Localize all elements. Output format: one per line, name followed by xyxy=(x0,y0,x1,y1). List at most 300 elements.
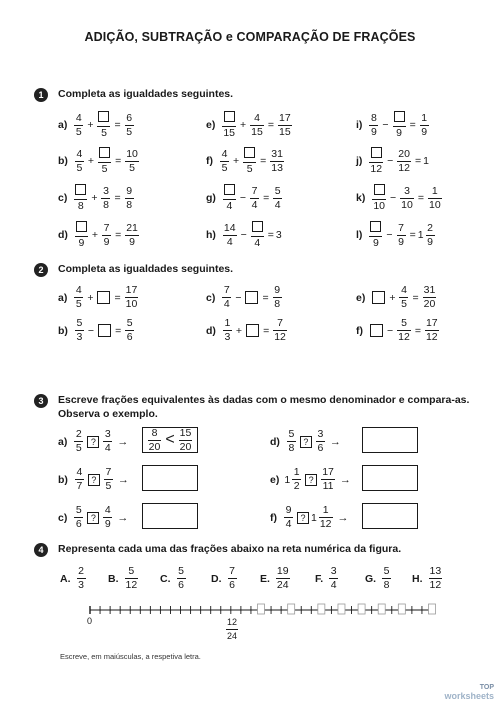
result-fraction xyxy=(273,318,287,343)
denominator: 9 xyxy=(373,237,379,249)
compare-d xyxy=(270,429,344,454)
equals-sign: = xyxy=(115,229,122,241)
fraction-item-E xyxy=(260,566,292,591)
fraction xyxy=(321,467,335,492)
section-3-number: 3 xyxy=(34,394,48,408)
mixed-whole: 1 xyxy=(284,473,291,486)
denominator: 4 xyxy=(104,442,111,454)
answer-box[interactable] xyxy=(370,324,383,337)
number-line xyxy=(80,596,440,646)
denominator: 2 xyxy=(293,480,300,492)
numerator: 5 xyxy=(274,184,281,197)
answer-box[interactable] xyxy=(362,503,418,529)
numerator: 5 xyxy=(178,565,184,577)
numerator: 5 xyxy=(128,565,135,577)
number-line-mark-label xyxy=(224,612,240,642)
denominator: 3 xyxy=(224,331,231,343)
equation-2-a xyxy=(58,285,140,310)
denominator: 6 xyxy=(75,518,82,530)
equals-sign: = xyxy=(115,324,122,337)
item-label: a) xyxy=(58,291,68,304)
denominator: 9 xyxy=(78,237,85,249)
fraction xyxy=(125,566,139,591)
denominator: 4 xyxy=(223,298,230,310)
numerator: 4 xyxy=(76,466,83,478)
denominator: 12 xyxy=(398,331,410,343)
numerator xyxy=(370,147,383,161)
fraction xyxy=(103,429,112,454)
denominator: 8 xyxy=(103,198,109,211)
fraction xyxy=(223,318,232,343)
numerator: 4 xyxy=(221,147,228,160)
denominator: 12 xyxy=(398,161,410,174)
denominator: 12 xyxy=(370,163,383,175)
fraction xyxy=(250,186,259,211)
result-fraction xyxy=(125,318,134,343)
denominator: 5 xyxy=(75,442,82,454)
item-label: d) xyxy=(270,435,280,448)
blank-box[interactable] xyxy=(76,221,87,232)
arrow-icon: → xyxy=(337,511,349,524)
numerator: 17 xyxy=(125,284,138,296)
numerator xyxy=(373,184,386,198)
blank-box[interactable] xyxy=(252,221,263,232)
equation-2-d xyxy=(206,318,289,343)
numerator: 4 xyxy=(75,111,82,124)
operator: − xyxy=(87,324,95,337)
numerator: 20 xyxy=(398,147,410,160)
numerator: 19 xyxy=(276,565,289,577)
numerator: 3 xyxy=(404,184,410,197)
fraction xyxy=(243,147,256,175)
numerator xyxy=(251,221,264,235)
numerator xyxy=(369,221,382,235)
operator: − xyxy=(390,192,397,204)
result-fraction xyxy=(125,285,139,310)
numerator: 7 xyxy=(229,565,235,577)
fraction-item-G xyxy=(365,566,393,591)
denominator: 5 xyxy=(129,161,135,174)
item-label: a) xyxy=(58,435,68,448)
comparison-box[interactable]: ? xyxy=(87,512,99,524)
numerator: 5 xyxy=(383,565,390,577)
operator: + xyxy=(91,192,98,204)
equation-j xyxy=(356,147,429,175)
denominator: 8 xyxy=(274,298,281,310)
blank-box[interactable] xyxy=(371,147,382,158)
denominator: 5 xyxy=(76,161,83,174)
denominator: 3 xyxy=(78,579,84,591)
example-answer-box xyxy=(142,427,198,453)
answer-slot[interactable] xyxy=(288,604,295,614)
comparison-box[interactable]: ? xyxy=(88,474,100,486)
denominator: 4 xyxy=(274,198,281,211)
numerator: 15 xyxy=(179,426,192,439)
item-label: c) xyxy=(206,291,216,304)
fraction xyxy=(369,221,382,249)
denominator: 5 xyxy=(75,125,82,138)
answer-slot[interactable] xyxy=(358,604,365,614)
numerator: 1 xyxy=(322,504,329,516)
answer-box[interactable] xyxy=(246,324,259,337)
logo xyxy=(424,683,494,701)
equation-c xyxy=(58,184,136,212)
answer-box[interactable] xyxy=(142,503,198,529)
numerator: 3 xyxy=(103,184,109,197)
denominator: 10 xyxy=(373,200,386,212)
denominator: 12 xyxy=(274,331,286,343)
blank-box[interactable] xyxy=(244,147,255,158)
numerator xyxy=(243,147,256,161)
equals-sign: = xyxy=(263,324,270,337)
operator: − xyxy=(239,192,247,204)
denominator: 4 xyxy=(226,235,233,248)
blank-box[interactable] xyxy=(370,221,381,232)
equals-sign: = xyxy=(114,119,121,131)
result-number: 3 xyxy=(275,229,282,241)
numerator: 7 xyxy=(105,466,112,478)
numerator: 6 xyxy=(126,111,133,124)
equals-sign: = xyxy=(409,119,416,131)
equation-a xyxy=(58,111,136,139)
denominator: 24 xyxy=(276,579,289,591)
numerator: 1 xyxy=(293,466,300,478)
equals-sign: = xyxy=(114,192,121,204)
equation-l xyxy=(356,221,437,249)
fraction xyxy=(400,186,414,211)
answer-box[interactable] xyxy=(372,291,385,304)
equals-sign: = xyxy=(262,291,269,304)
answer-slot[interactable] xyxy=(258,604,265,614)
item-label: b) xyxy=(58,155,68,167)
numerator: 4 xyxy=(75,284,82,296)
fraction-item-F xyxy=(315,566,340,591)
numerator: 2 xyxy=(427,221,433,234)
comparison-box[interactable]: ? xyxy=(87,436,99,448)
fraction xyxy=(222,285,231,310)
numerator xyxy=(223,184,236,198)
denominator: 9 xyxy=(129,235,135,248)
denominator: 9 xyxy=(427,235,433,248)
denominator: 10 xyxy=(429,198,441,211)
denominator: 20 xyxy=(179,440,192,453)
denominator: 5 xyxy=(75,298,82,310)
numerator: 17 xyxy=(322,466,334,478)
denominator: 9 xyxy=(103,235,110,248)
denominator: 5 xyxy=(126,125,133,138)
denominator: 8 xyxy=(288,442,295,454)
item-label: d) xyxy=(58,229,68,241)
mark-fraction: $\frac{12}{24}$ xyxy=(227,617,238,641)
item-label: k) xyxy=(356,192,366,204)
numerator: 4 xyxy=(76,147,83,160)
fraction xyxy=(75,221,88,249)
denominator: 4 xyxy=(330,579,337,591)
numerator: 5 xyxy=(126,317,133,329)
fraction xyxy=(177,566,186,591)
numerator: 7 xyxy=(223,284,230,296)
operator: − xyxy=(387,155,394,167)
blank-box[interactable] xyxy=(75,184,86,195)
numerator: 31 xyxy=(423,284,436,296)
blank-box[interactable] xyxy=(98,111,109,122)
operator: + xyxy=(87,291,94,304)
fraction xyxy=(287,429,296,454)
arrow-icon: → xyxy=(329,435,341,448)
equation-2-b xyxy=(58,318,136,343)
result-fraction xyxy=(420,113,429,138)
fraction xyxy=(393,111,406,139)
blank-box[interactable] xyxy=(224,184,235,195)
equals-sign: = xyxy=(267,229,274,241)
denominator: 9 xyxy=(371,125,377,138)
equals-sign: = xyxy=(267,119,274,131)
fraction xyxy=(382,566,391,591)
item-label: A. xyxy=(60,572,71,585)
arrow-icon: → xyxy=(117,511,129,524)
numerator: 13 xyxy=(429,565,442,577)
denominator: 6 xyxy=(178,579,184,591)
numerator: 2 xyxy=(78,565,84,577)
denominator: 4 xyxy=(251,198,258,211)
operator: + xyxy=(87,155,95,167)
equation-2-e xyxy=(356,285,438,310)
denominator: 8 xyxy=(126,198,133,211)
fraction xyxy=(104,467,113,492)
item-label: G. xyxy=(365,572,377,585)
denominator: 5 xyxy=(101,163,108,175)
item-label: e) xyxy=(356,291,366,304)
equation-i xyxy=(356,111,431,139)
result-fraction xyxy=(270,149,284,174)
fraction xyxy=(103,505,112,530)
denominator: 5 xyxy=(401,298,407,310)
numerator: 7 xyxy=(277,317,283,329)
fraction xyxy=(101,186,110,211)
result-whole: 1 xyxy=(417,229,424,241)
denominator: 15 xyxy=(251,125,263,138)
blank-box[interactable] xyxy=(224,111,235,122)
section-4-number: 4 xyxy=(34,543,48,557)
item-label: h) xyxy=(206,229,216,241)
example-fraction xyxy=(148,428,162,453)
result-fraction xyxy=(273,285,282,310)
denominator: 6 xyxy=(317,442,324,454)
section-3-instruction-line1: Escreve frações equivalentes às dadas com o mesmo denominador e compara-as. xyxy=(58,394,470,406)
fraction xyxy=(397,318,411,343)
numerator: 5 xyxy=(76,317,83,329)
denominator: 20 xyxy=(423,298,436,310)
numerator: 2 xyxy=(75,428,82,440)
comparison-box[interactable]: ? xyxy=(300,436,312,448)
equals-sign: = xyxy=(412,291,419,304)
denominator: 15 xyxy=(279,125,291,138)
fraction-item-D xyxy=(211,566,239,591)
equation-d xyxy=(58,221,141,249)
operator: + xyxy=(389,291,396,304)
mixed-whole: 1 xyxy=(311,511,317,524)
fraction-item-C xyxy=(160,566,188,591)
denominator: 12 xyxy=(429,579,442,591)
answer-slot[interactable] xyxy=(429,604,436,614)
example-fraction xyxy=(179,428,193,453)
denominator: 4 xyxy=(254,237,261,249)
item-label: d) xyxy=(206,324,216,337)
answer-box[interactable] xyxy=(97,291,110,304)
fraction xyxy=(369,147,383,175)
fraction xyxy=(319,505,333,530)
fraction xyxy=(75,149,84,174)
blank-box[interactable] xyxy=(374,184,385,195)
denominator: 4 xyxy=(226,200,233,212)
denominator: 8 xyxy=(77,200,84,212)
numerator: 1 xyxy=(431,184,438,197)
answer-slot[interactable] xyxy=(398,604,405,614)
footnote: Escreve, em maiúsculas, a respetiva letra. xyxy=(60,652,201,661)
equals-sign: = xyxy=(263,192,270,204)
result-fraction xyxy=(426,223,435,248)
blank-box[interactable] xyxy=(99,147,110,158)
section-3-instruction-line2: Observa o exemplo. xyxy=(58,408,158,420)
arrow-icon: → xyxy=(117,473,129,486)
section-1-number: 1 xyxy=(34,88,48,102)
numerator xyxy=(97,111,110,125)
fraction xyxy=(397,149,411,174)
compare-b xyxy=(58,467,132,492)
item-label: E. xyxy=(260,572,270,585)
result-fraction xyxy=(125,186,134,211)
equation-b xyxy=(58,147,141,175)
numerator xyxy=(98,147,111,161)
numerator: 21 xyxy=(126,221,138,234)
numerator xyxy=(74,184,87,198)
denominator: 9 xyxy=(421,125,428,138)
numerator: 3 xyxy=(317,428,324,440)
result-fraction xyxy=(125,149,139,174)
item-label: H. xyxy=(412,572,423,585)
logo-line2: worksheets xyxy=(444,691,494,701)
logo-line1: TOP xyxy=(479,684,494,691)
numerator: 1 xyxy=(224,317,231,329)
operator: − xyxy=(386,229,393,241)
result-fraction xyxy=(278,113,292,138)
operator: + xyxy=(235,324,243,337)
fraction-item-A xyxy=(60,566,88,591)
fraction xyxy=(74,285,83,310)
denominator: 9 xyxy=(104,518,111,530)
comparison-box[interactable]: ? xyxy=(297,512,309,524)
arrow-icon: → xyxy=(117,435,129,448)
operator: − xyxy=(387,324,394,337)
operator: + xyxy=(233,155,240,167)
fraction xyxy=(329,566,338,591)
numerator xyxy=(223,111,236,125)
answer-box[interactable] xyxy=(142,465,198,491)
item-label: C. xyxy=(160,572,171,585)
answer-slot[interactable] xyxy=(318,604,325,614)
equation-e xyxy=(206,111,294,139)
numerator: 8 xyxy=(151,426,158,439)
denominator: 12 xyxy=(125,579,138,591)
operator: + xyxy=(91,229,99,241)
operator: − xyxy=(235,291,242,304)
item-label: c) xyxy=(58,192,68,204)
item-label: F. xyxy=(315,572,324,585)
fraction xyxy=(316,429,325,454)
equation-2-c xyxy=(206,285,284,310)
numerator: 4 xyxy=(104,504,111,516)
operator: + xyxy=(87,119,94,131)
compare-c xyxy=(58,505,131,530)
numerator xyxy=(393,111,406,125)
numerator: 4 xyxy=(254,111,260,124)
result-fraction xyxy=(428,186,442,211)
answer-box[interactable] xyxy=(245,291,258,304)
equals-sign: = xyxy=(114,291,121,304)
page-title: ADIÇÃO, SUBTRAÇÃO e COMPARAÇÃO DE FRAÇÕES xyxy=(84,30,416,44)
section-2-number: 2 xyxy=(34,263,48,277)
numerator: 17 xyxy=(425,317,438,329)
fraction xyxy=(223,184,236,212)
numerator: 10 xyxy=(126,147,138,160)
answer-slot[interactable] xyxy=(338,604,345,614)
denominator: 8 xyxy=(383,579,390,591)
operator: − xyxy=(240,229,247,241)
answer-box[interactable] xyxy=(362,465,418,491)
denominator: 9 xyxy=(396,127,402,139)
fraction xyxy=(372,184,386,212)
item-label: i) xyxy=(356,119,363,131)
operator: + xyxy=(240,119,247,131)
result-fraction xyxy=(425,318,439,343)
answer-box[interactable] xyxy=(98,324,111,337)
item-label: b) xyxy=(58,324,68,337)
item-label: a) xyxy=(58,119,68,131)
answer-slot[interactable] xyxy=(378,604,385,614)
fraction xyxy=(276,566,290,591)
denominator: 20 xyxy=(148,440,161,453)
fraction xyxy=(97,111,110,139)
compare-e xyxy=(270,467,354,492)
comparison-box[interactable]: ? xyxy=(305,474,317,486)
compare-f xyxy=(270,505,352,530)
numerator: 9 xyxy=(274,284,281,296)
numerator: 31 xyxy=(271,147,283,160)
blank-box[interactable] xyxy=(394,111,405,122)
fraction xyxy=(223,223,237,248)
fraction-item-B xyxy=(108,566,140,591)
numerator: 5 xyxy=(288,428,295,440)
denominator: 5 xyxy=(221,161,228,174)
equation-g xyxy=(206,184,284,212)
denominator: 10 xyxy=(125,298,138,310)
answer-box[interactable] xyxy=(362,427,418,453)
compare-a xyxy=(58,429,131,454)
numerator: 5 xyxy=(401,317,407,329)
equals-sign: = xyxy=(417,192,424,204)
equation-f xyxy=(206,147,286,175)
result-number: 1 xyxy=(423,155,429,167)
denominator: 7 xyxy=(76,480,83,492)
denominator: 9 xyxy=(398,235,404,248)
fraction xyxy=(102,223,111,248)
number-line-zero-label: 0 xyxy=(87,616,93,626)
comparison-sign: < xyxy=(165,431,175,448)
item-label: f) xyxy=(206,155,213,167)
denominator: 5 xyxy=(101,127,107,139)
item-label: g) xyxy=(206,192,216,204)
fraction xyxy=(75,467,84,492)
